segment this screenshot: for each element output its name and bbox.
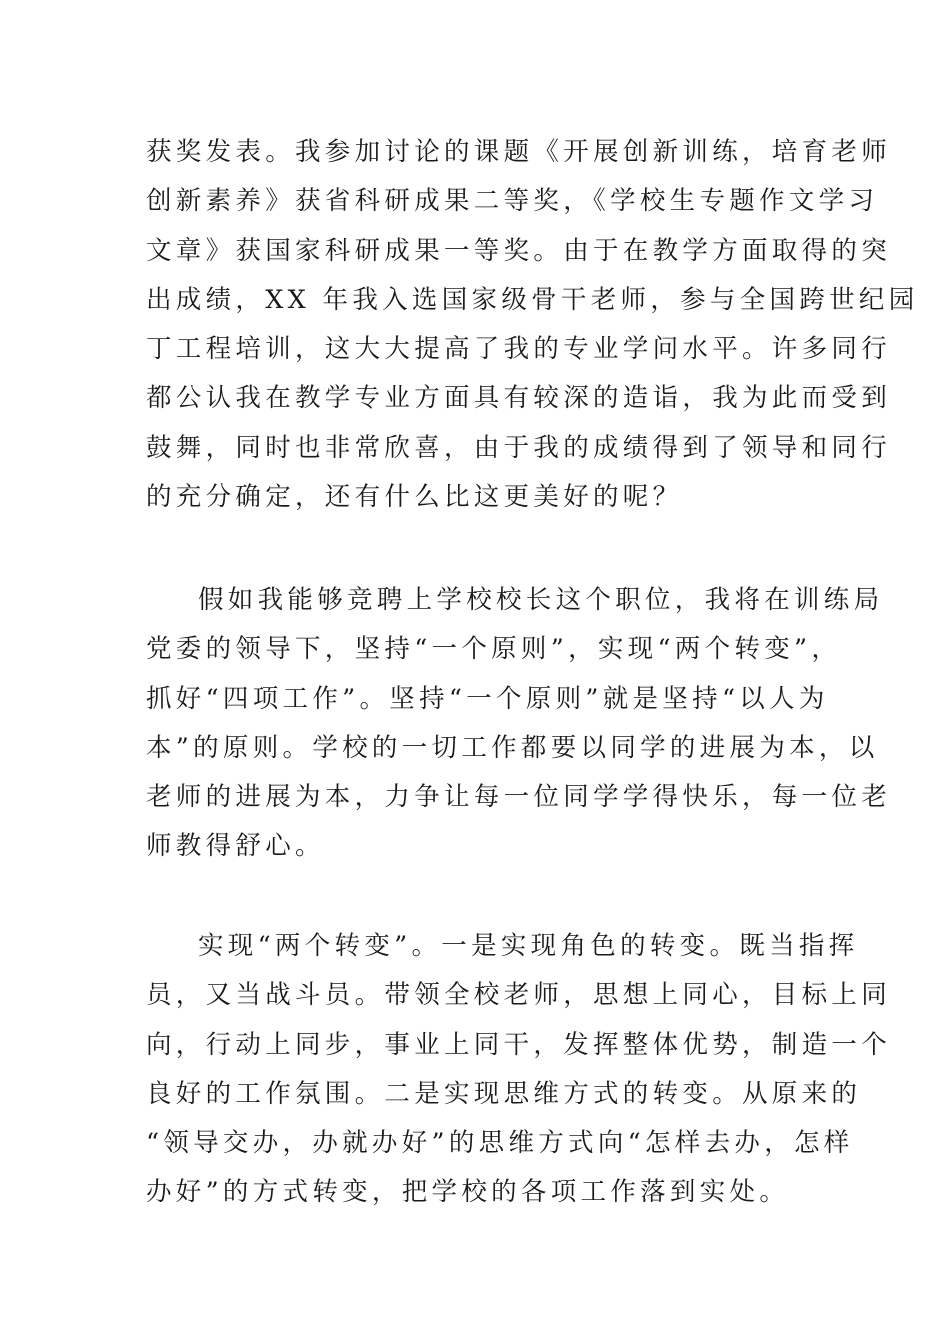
text-line: 创新素养》获省科研成果二等奖，《学校生专题作文学习 [146,186,879,217]
text-line: 实现“两个转变”。一是实现角色的转变。既当指挥 [198,931,859,961]
text-line: 假如我能够竞聘上学校校长这个职位，我将在训练局 [198,585,884,615]
text-line: 办好”的方式转变，把学校的各项工作落到实处。 [146,1177,790,1208]
text-line: 良好的工作氛围。二是实现思维方式的转变。从原来的 [146,1078,862,1109]
text-line: 向，行动上同步，事业上同干，发挥整体优势，制造一个 [146,1029,892,1060]
text-line: 都公认我在教学专业方面具有较深的造诣，我为此而受到 [146,383,892,414]
text-line: “领导交办，办就办好”的思维方式向“怎样去办，怎样 [146,1128,854,1159]
text-line: 师教得舒心。 [146,831,325,862]
text-line: 老师的进展为本，力争让每一位同学学得快乐，每一位老 [146,782,892,813]
paragraph-achievements [146,128,919,522]
text-line: 本”的原则。学校的一切工作都要以同学的进展为本，以 [146,732,879,763]
text-line: 员，又当战斗员。带领全校老师，思想上同心，目标上同 [146,980,892,1011]
text-line: 的充分确定，还有什么比这更美好的呢？ [146,482,683,513]
text-line: 丁工程培训，这大大提高了我的专业学问水平。许多同行 [146,334,892,365]
paragraph-two-transformations [146,922,892,1218]
text-line: 文章》获国家科研成果一等奖。由于在教学方面取得的突 [146,235,892,266]
text-line: 鼓舞，同时也非常欣喜，由于我的成绩得到了领导和同行 [146,432,892,463]
paragraph-one-principle [146,576,892,872]
text-line: 抓好“四项工作”。坚持“一个原则”就是坚持“以人为 [146,683,829,714]
text-line: 党委的领导下，坚持“一个原则”，实现“两个转变”， [146,634,842,665]
text-line: 获奖发表。我参加讨论的课题《开展创新训练，培育老师 [146,137,892,167]
text-line: 出成绩，XX 年我入选国家级骨干老师，参与全国跨世纪园 [146,284,919,315]
